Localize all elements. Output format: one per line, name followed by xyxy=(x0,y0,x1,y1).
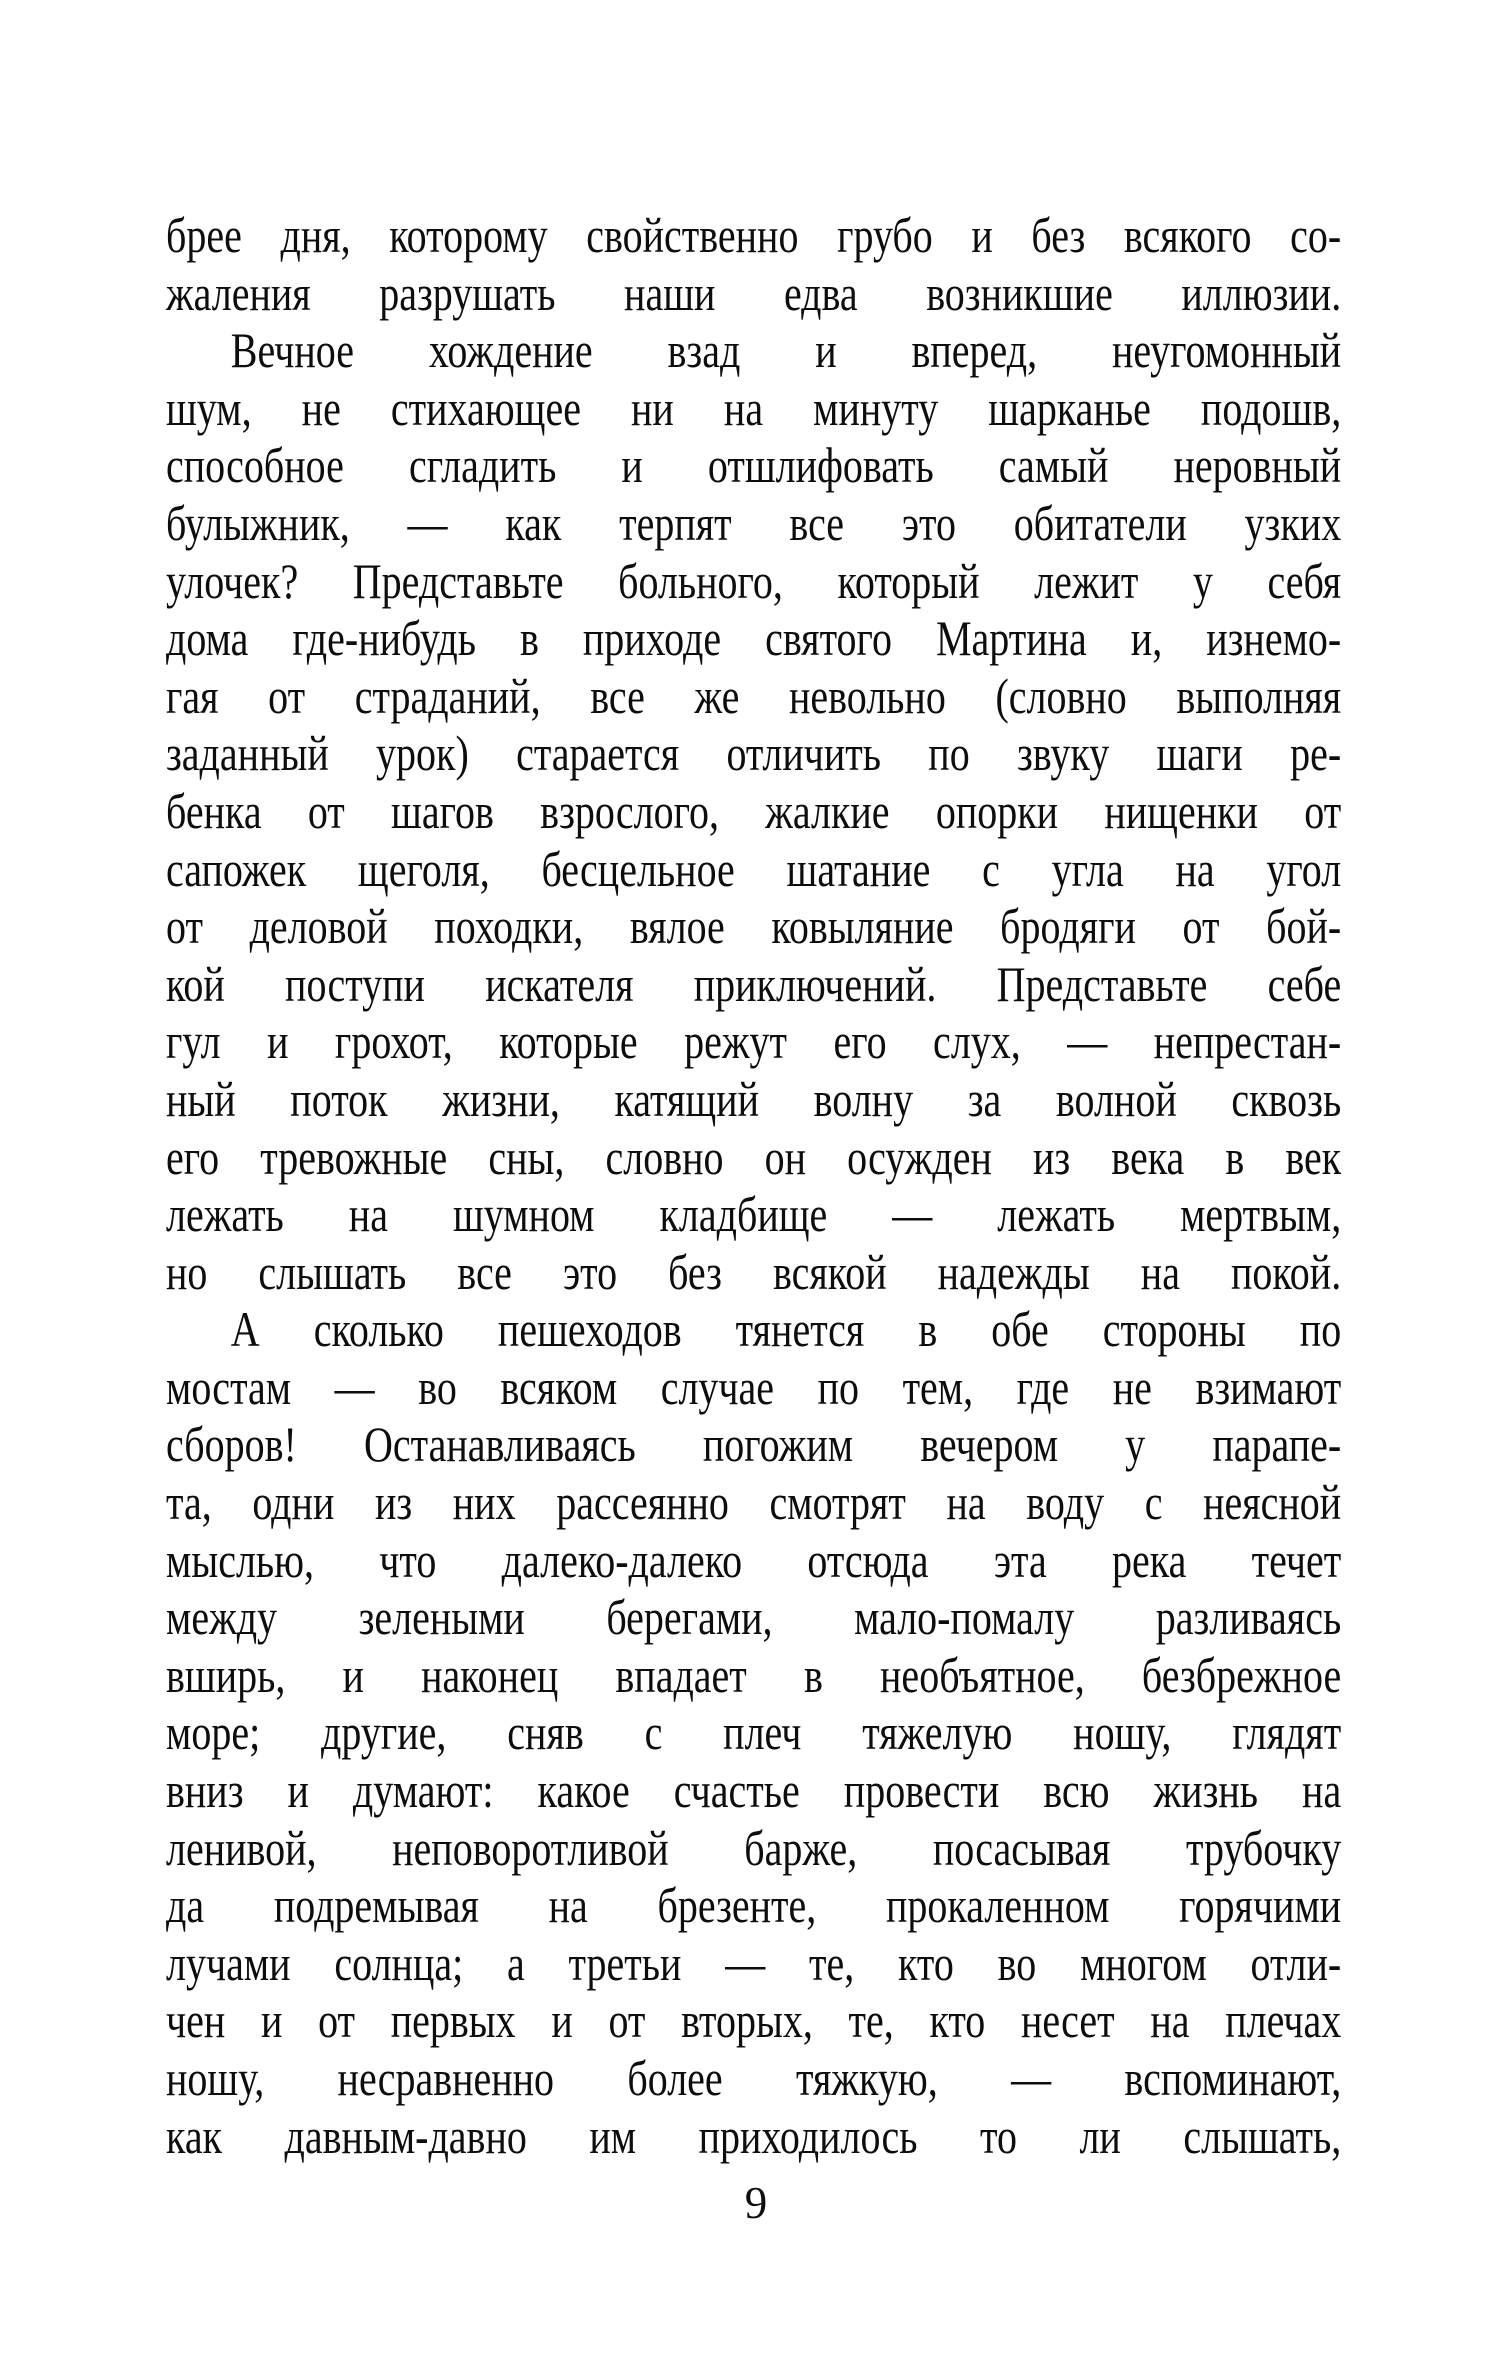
text-line: между зелеными берегами, мало-помалу разливаясь xyxy=(166,1589,1342,1646)
text-line: булыжник, — как терпят все это обитатели узких xyxy=(166,494,1342,551)
text-line: мостам — во всяком случае по тем, где не взимают xyxy=(166,1358,1342,1415)
page-number: 9 xyxy=(744,2178,768,2228)
text-line: да подремывая на брезенте, прокаленном горячими xyxy=(166,1877,1342,1934)
text-line: чен и от первых и от вторых, те, кто несет на плечах xyxy=(166,1992,1342,2049)
text-line: жаления разрушать наши едва возникшие иллюзии. xyxy=(166,264,1342,321)
text-line: его тревожные сны, словно он осужден из века в век xyxy=(166,1128,1342,1185)
text-line: вниз и думают: какое счастье провести всю жизнь на xyxy=(166,1762,1342,1819)
text-line: дома где-нибудь в приходе святого Мартина и, изнемо- xyxy=(166,610,1342,667)
text-line: от деловой походки, вялое ковыляние бродяги от бой- xyxy=(166,898,1342,955)
text-line: Вечное хождение взад и вперед, неугомонный xyxy=(230,322,1342,379)
text-line: море; другие, сняв с плеч тяжелую ношу, глядят xyxy=(166,1704,1342,1761)
text-line: та, одни из них рассеянно смотрят на воду с неясной xyxy=(166,1474,1342,1531)
text-line: сапожек щеголя, бесцельное шатание с угла на угол xyxy=(166,840,1342,897)
text-line: мыслью, что далеко-далеко отсюда эта река течет xyxy=(166,1531,1342,1588)
text-line: лучами солнца; а третьи — те, кто во многом отли- xyxy=(166,1934,1342,1991)
text-line: ленивой, неповоротливой барже, посасывая трубочку xyxy=(166,1819,1342,1876)
text-line: ный поток жизни, катящий волну за волной сквозь xyxy=(166,1070,1342,1127)
text-line: ношу, несравненно более тяжкую, — вспоминают, xyxy=(166,2050,1342,2106)
text-line: способное сгладить и отшлифовать самый неровный xyxy=(166,437,1342,494)
text-line: брее дня, которому свойственно грубо и без всякого со- xyxy=(166,207,1342,263)
text-line: кой поступи искателя приключений. Представьте себе xyxy=(166,955,1342,1012)
text-line: заданный урок) старается отличить по звуку шаги ре- xyxy=(166,725,1342,782)
text-line: как давным-давно им приходилось то ли слышать, xyxy=(166,2107,1342,2164)
text-line: лежать на шумном кладбище — лежать мертвым, xyxy=(166,1186,1342,1243)
text-line: сборов! Останавливаясь погожим вечером у парапе- xyxy=(166,1416,1342,1473)
page-text-block xyxy=(166,207,1341,2165)
text-line: гая от страданий, все же невольно (словно выполняя xyxy=(166,667,1342,724)
text-line: вширь, и наконец впадает в необъятное, безбрежное xyxy=(166,1646,1342,1703)
text-line: А сколько пешеходов тянется в обе стороны по xyxy=(230,1301,1342,1358)
text-line: улочек? Представьте больного, который лежит у себя xyxy=(166,552,1342,609)
text-line: гул и грохот, которые режут его слух, — непрестан- xyxy=(166,1013,1342,1070)
text-line: шум, не стихающее ни на минуту шарканье подошв, xyxy=(166,379,1342,436)
text-line: бенка от шагов взрослого, жалкие опорки нищенки от xyxy=(166,782,1342,839)
text-line: но слышать все это без всякой надежды на покой. xyxy=(166,1243,1342,1300)
